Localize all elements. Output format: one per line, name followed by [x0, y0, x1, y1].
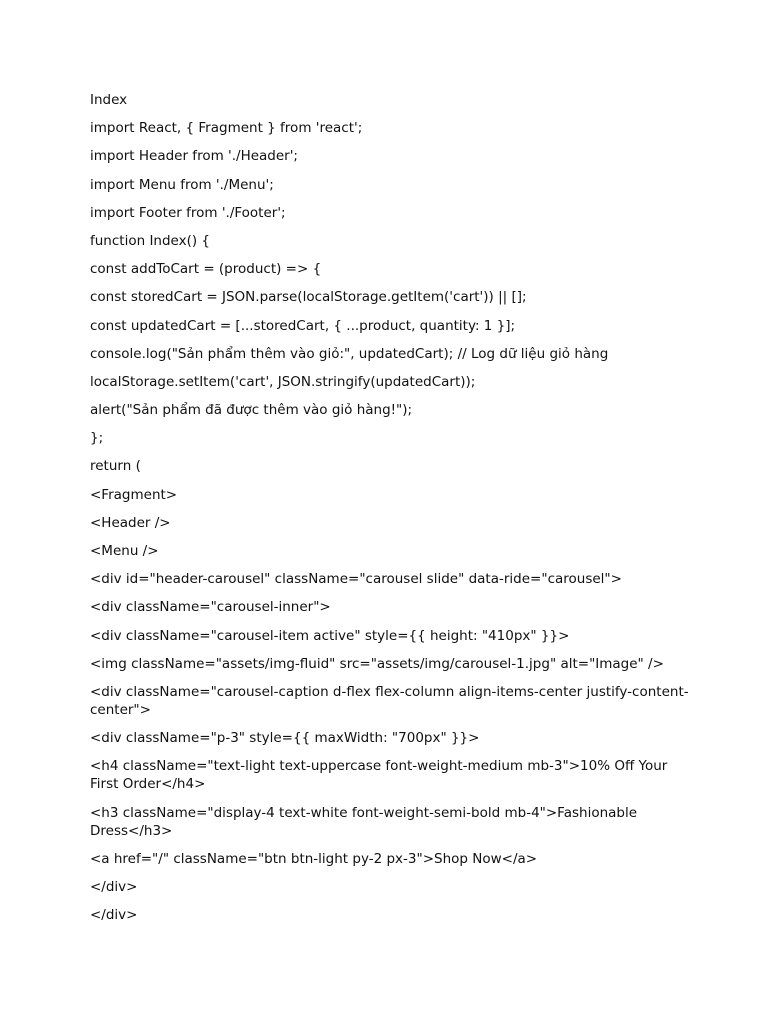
- text-line: const updatedCart = [...storedCart, { ...product, quantity: 1 }];: [90, 317, 516, 334]
- text-line: <img className="assets/img-fluid" src="assets/img/carousel-1.jpg" alt="Image" />: [90, 655, 664, 672]
- text-line: <div id="header-carousel" className="carousel slide" data-ride="carousel">: [90, 571, 622, 588]
- text-line: <Fragment>: [90, 486, 178, 503]
- text-line: function Index() {: [90, 232, 211, 249]
- text-line: Index: [90, 92, 128, 108]
- text-line: <Menu />: [90, 543, 159, 559]
- text-line: <h4 className="text-light text-uppercase font-weight-medium mb-3">10% Off Your First Order</h4>: [90, 758, 668, 793]
- text-line: <h3 className="display-4 text-white font-weight-semi-bold mb-4">Fashionable Dress</h3>: [90, 804, 638, 839]
- text-line: alert("Sản phẩm đã được thêm vào giỏ hàng!");: [90, 402, 413, 419]
- text-line: import Menu from './Menu';: [90, 176, 274, 193]
- text-line: import Header from './Header';: [90, 148, 298, 165]
- text-line: import Footer from './Footer';: [90, 204, 286, 221]
- text-line: console.log("Sản phẩm thêm vào giỏ:", updatedCart); // Log dữ liệu giỏ hàng: [90, 345, 609, 362]
- text-line: <Header />: [90, 514, 171, 531]
- text-line: const addToCart = (product) => {: [90, 261, 322, 278]
- text-line: import React, { Fragment } from 'react';: [90, 120, 363, 137]
- text-line: <div className="carousel-caption d-flex flex-column align-items-center justify-content-center">: [90, 683, 689, 718]
- text-line: <div className="carousel-item active" style={{ height: "410px" }}>: [90, 627, 570, 644]
- text-line: const storedCart = JSON.parse(localStorage.getItem('cart')) || [];: [90, 289, 527, 306]
- text-line: </div>: [90, 907, 138, 924]
- text-line: <a href="/" className="btn btn-light py-2 px-3">Shop Now</a>: [90, 850, 538, 867]
- text-line: <div className="p-3" style={{ maxWidth: "700px" }}>: [90, 730, 480, 747]
- text-line: <div className="carousel-inner">: [90, 599, 331, 616]
- text-line: return (: [90, 458, 141, 475]
- text-line: };: [90, 430, 104, 447]
- document-text-body: [90, 91, 690, 934]
- text-line: </div>: [90, 878, 138, 895]
- text-line: localStorage.setItem('cart', JSON.stringify(updatedCart));: [90, 373, 476, 390]
